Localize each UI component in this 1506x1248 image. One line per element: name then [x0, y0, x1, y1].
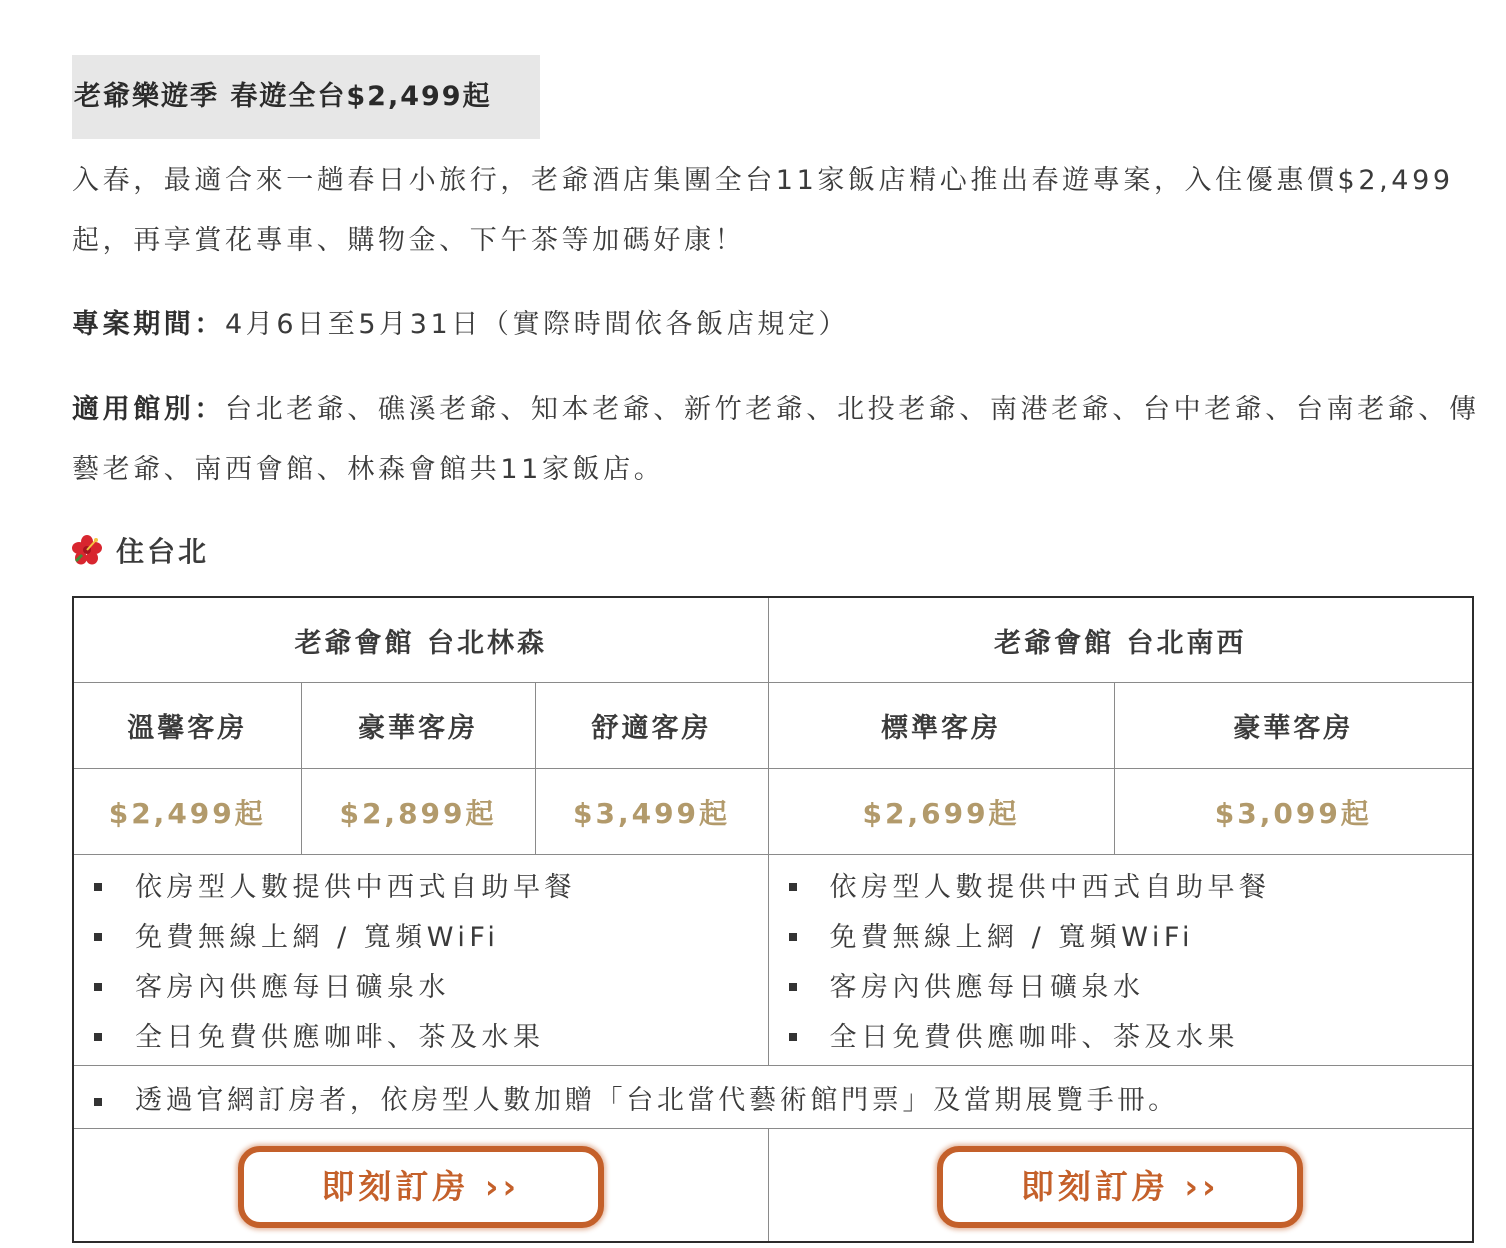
list-item [94, 913, 768, 963]
bullet-square-icon [94, 883, 102, 891]
room-price: $2,499起 [73, 769, 301, 855]
book-now-button-linsen[interactable]: 即刻訂房 ›› [238, 1146, 604, 1228]
feature-list [74, 855, 768, 1063]
list-item [789, 863, 1473, 913]
list-item [789, 963, 1473, 1013]
list-item [94, 863, 768, 913]
feature-text: 免費無線上網 / 寬頻WiFi [829, 922, 1194, 953]
hotel-name-nanxi: 老爺會館 台北南西 [768, 597, 1473, 683]
bullet-square-icon [789, 883, 797, 891]
room-price: $2,699起 [768, 769, 1114, 855]
feature-text: 客房內供應每日礦泉水 [135, 972, 450, 1003]
room-price-table [72, 596, 1474, 1243]
room-price: $2,899起 [301, 769, 535, 855]
booking-cell-linsen [73, 1129, 768, 1243]
features-linsen [73, 855, 768, 1066]
venues-value: 台北老爺、礁溪老爺、知本老爺、新竹老爺、北投老爺、南港老爺、台中老爺、台南老爺、傳藝老爺、南西會館、林森會館共11家飯店。 [72, 394, 1480, 485]
period-value: 4月6日至5月31日（實際時間依各飯店規定） [225, 309, 850, 340]
bullet-square-icon [94, 1033, 102, 1041]
room-type: 豪華客房 [1114, 683, 1473, 769]
feature-text: 依房型人數提供中西式自助早餐 [829, 872, 1271, 903]
intro-paragraph: 入春，最適合來一趟春日小旅行，老爺酒店集團全台11家飯店精心推出春遊專案，入住優惠價$2,499起，再享賞花專車、購物金、下午茶等加碼好康！ [72, 165, 1454, 256]
period-label: 專案期間： [72, 309, 225, 340]
bullet-square-icon [94, 1098, 102, 1106]
room-price: $3,499起 [535, 769, 768, 855]
bullet-square-icon [789, 983, 797, 991]
section-title: 住台北 [116, 535, 210, 568]
feature-text: 免費無線上網 / 寬頻WiFi [135, 922, 500, 953]
hibiscus-icon [72, 535, 102, 565]
feature-list [769, 855, 1473, 1063]
feature-text: 全日免費供應咖啡、茶及水果 [135, 1022, 545, 1053]
hotel-row [73, 597, 1473, 683]
features-row [73, 855, 1473, 1066]
room-type: 標準客房 [768, 683, 1114, 769]
list-item [789, 1013, 1473, 1063]
features-nanxi [768, 855, 1473, 1066]
bonus-note-text: 透過官網訂房者，依房型人數加贈「台北當代藝術館門票」及當期展覽手冊。 [135, 1084, 1179, 1116]
room-type-row [73, 683, 1473, 769]
venues-label: 適用館別： [72, 394, 225, 425]
bullet-square-icon [94, 933, 102, 941]
note-row [73, 1066, 1473, 1129]
list-item [94, 963, 768, 1013]
period-line [72, 295, 849, 355]
room-type: 舒適客房 [535, 683, 768, 769]
room-price: $3,099起 [1114, 769, 1473, 855]
list-item [789, 913, 1473, 963]
list-item [94, 1013, 768, 1063]
hotel-name-linsen: 老爺會館 台北林森 [73, 597, 768, 683]
bullet-square-icon [789, 1033, 797, 1041]
bonus-note [73, 1066, 1473, 1129]
feature-text: 全日免費供應咖啡、茶及水果 [829, 1022, 1240, 1053]
button-row [73, 1129, 1473, 1243]
book-now-button-nanxi[interactable]: 即刻訂房 ›› [937, 1146, 1303, 1228]
venues-paragraph [72, 380, 1502, 500]
promo-title: 老爺樂遊季 春遊全台$2,499起 [72, 55, 540, 139]
bullet-square-icon [94, 983, 102, 991]
room-type: 溫馨客房 [73, 683, 301, 769]
feature-text: 客房內供應每日礦泉水 [829, 972, 1145, 1003]
bullet-square-icon [789, 933, 797, 941]
booking-cell-nanxi [768, 1129, 1473, 1243]
price-row [73, 769, 1473, 855]
section-heading [72, 528, 209, 576]
feature-text: 依房型人數提供中西式自助早餐 [135, 872, 576, 903]
room-type: 豪華客房 [301, 683, 535, 769]
